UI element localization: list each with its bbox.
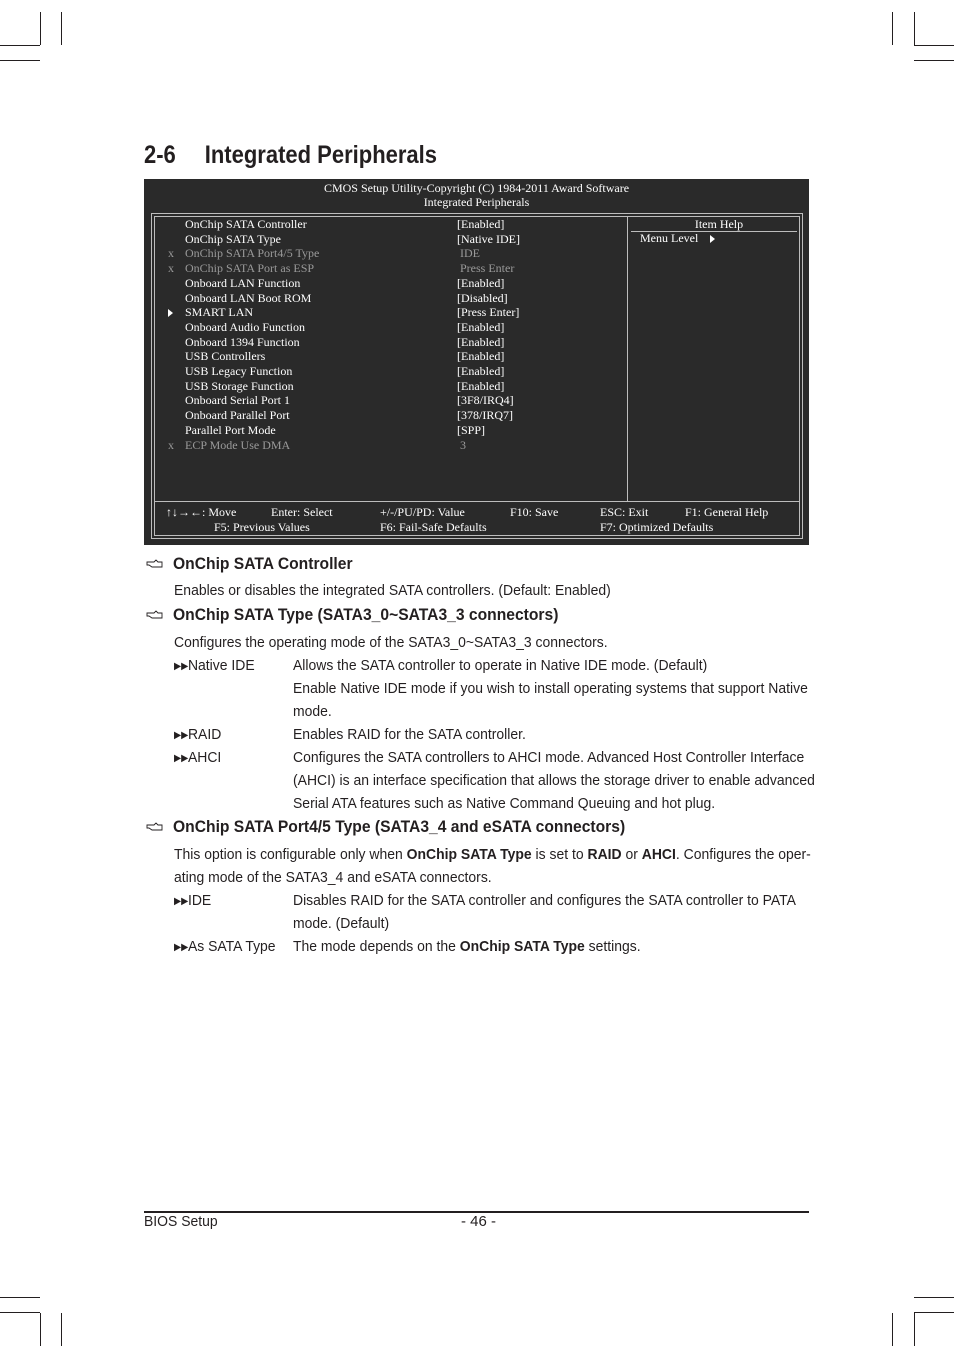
section-number: 2-6 (144, 141, 176, 169)
option-ide (174, 889, 211, 913)
option-name: As SATA Type (187, 938, 276, 955)
disabled-mark: x (168, 437, 174, 452)
crop-mark (892, 12, 893, 45)
menu-level-label: Menu Level (640, 231, 699, 245)
pointing-hand-icon (146, 822, 164, 832)
bios-copyright: CMOS Setup Utility-Copyright (C) 1984-2011 Award Software (323, 181, 630, 195)
key-exit: ESC: Exit (600, 505, 649, 519)
crop-mark (61, 1313, 62, 1346)
option-as-sata-type (174, 935, 276, 959)
key-value: +/-/PU/PD: Value (380, 505, 465, 519)
arrow-right-icon (710, 235, 715, 243)
bios-footer-divider (154, 501, 800, 502)
option-description: Allows the SATA controller to operate in Native IDE mode. (Default) (293, 657, 708, 674)
crop-mark (914, 1313, 915, 1346)
option-ahci (174, 746, 221, 770)
bios-item-label: Onboard LAN Function (185, 275, 301, 290)
option-description: Serial ATA features such as Native Command Queuing and hot plug. (293, 795, 716, 812)
double-arrow-icon: ▶▶ (174, 896, 189, 907)
bios-item-label: OnChip SATA Port as ESP (185, 261, 315, 276)
crop-mark (40, 12, 41, 45)
bios-item-value[interactable]: [3F8/IRQ4] (457, 393, 514, 408)
bios-item-value: IDE (460, 246, 480, 261)
bios-item-value[interactable]: [Disabled] (457, 290, 508, 305)
option-name: Native IDE (187, 657, 255, 674)
crop-mark (0, 1312, 40, 1313)
option-raid (174, 723, 221, 747)
option-description: Enable Native IDE mode if you wish to install operating systems that support Native (293, 680, 808, 697)
submenu-arrow-icon (168, 305, 178, 320)
bios-item-label: OnChip SATA Controller (185, 217, 307, 231)
text-run: settings. (584, 938, 641, 955)
bios-item-value[interactable]: [Enabled] (457, 349, 505, 364)
crop-mark (40, 1313, 41, 1346)
bios-item-label: ECP Mode Use DMA (185, 437, 291, 452)
disabled-mark: x (168, 261, 174, 276)
text-run-bold: OnChip SATA Type (459, 938, 585, 955)
bios-item-label: OnChip SATA Port4/5 Type (185, 246, 320, 261)
key-move: ↑↓→←: Move (166, 505, 237, 519)
option-description: (AHCI) is an interface specification that allows the storage driver to enable advanced (293, 772, 815, 789)
option-description (293, 935, 641, 958)
crop-mark (914, 1312, 954, 1313)
text-run-bold: OnChip SATA Type (406, 846, 532, 863)
bios-item-label: Onboard Audio Function (185, 319, 305, 334)
footer-title: BIOS Setup (144, 1213, 218, 1230)
double-arrow-icon: ▶▶ (174, 753, 189, 764)
crop-mark (914, 45, 954, 46)
page-number: - 46 - (461, 1213, 497, 1230)
text-run: or (621, 846, 642, 863)
bios-screen (144, 179, 809, 545)
option-description: Enables RAID for the SATA controller. (293, 726, 526, 743)
key-optimized-defaults: F7: Optimized Defaults (600, 520, 714, 534)
bios-column-divider (627, 216, 628, 501)
bios-item-value[interactable]: [Enabled] (457, 275, 505, 290)
bios-item-label: Onboard LAN Boot ROM (185, 290, 312, 305)
bios-item-label: Parallel Port Mode (185, 422, 276, 437)
section-title-text: Integrated Peripherals (204, 141, 438, 169)
bios-item-value[interactable]: [Native IDE] (457, 231, 520, 246)
bios-item-value: 3 (460, 437, 466, 452)
crop-mark (914, 1297, 954, 1298)
pointing-hand-icon (146, 610, 164, 620)
crop-mark (892, 1313, 893, 1346)
key-save: F10: Save (510, 505, 559, 519)
bios-item-label: USB Controllers (185, 349, 266, 364)
key-general-help: F1: General Help (685, 505, 769, 519)
bios-item-value[interactable]: [Enabled] (457, 378, 505, 393)
bios-item-value[interactable]: [SPP] (457, 422, 486, 437)
disabled-mark: x (168, 246, 174, 261)
bios-item-label: SMART LAN (185, 305, 254, 320)
crop-mark (0, 1297, 40, 1298)
section-heading-port45-type: OnChip SATA Port4/5 Type (SATA3_4 and eSATA connectors) (173, 817, 626, 836)
menu-level (640, 231, 715, 246)
item-help-title: Item Help (694, 217, 744, 231)
option-name: IDE (187, 892, 212, 909)
double-arrow-icon: ▶▶ (174, 730, 189, 741)
bios-item-label: USB Legacy Function (185, 364, 293, 378)
bios-item-value[interactable]: [378/IRQ7] (457, 408, 513, 423)
crop-mark (0, 45, 40, 46)
sata-controller-description: Enables or disables the integrated SATA controllers. (Default: Enabled) (174, 582, 611, 599)
sata-type-description: Configures the operating mode of the SATA3_0~SATA3_3 connectors. (174, 634, 608, 651)
bios-item-label: USB Storage Function (185, 378, 294, 393)
section-heading-sata-controller: OnChip SATA Controller (173, 554, 353, 573)
bios-item-label: Onboard 1394 Function (185, 334, 300, 349)
option-description: mode. (293, 703, 332, 720)
port45-description-line2: ating mode of the SATA3_4 and eSATA connectors. (174, 869, 492, 886)
port45-description (174, 843, 811, 866)
bios-item-value[interactable]: [Enabled] (457, 319, 505, 334)
crop-mark (914, 60, 954, 61)
arrow-right-icon (168, 309, 173, 317)
bios-item-value[interactable]: [Enabled] (457, 217, 505, 231)
crop-mark (0, 60, 40, 61)
page-title (144, 141, 437, 170)
option-description: mode. (Default) (293, 915, 390, 932)
option-description: Configures the SATA controllers to AHCI mode. Advanced Host Controller Interface (293, 749, 805, 766)
bios-item-value[interactable]: [Enabled] (457, 364, 505, 378)
text-run-bold: AHCI (641, 846, 676, 863)
option-description: Disables RAID for the SATA controller and configures the SATA controller to PATA (293, 892, 796, 909)
option-name: RAID (187, 726, 222, 743)
bios-item-value[interactable]: [Enabled] (457, 334, 505, 349)
bios-item-value[interactable]: [Press Enter] (457, 305, 520, 320)
key-previous-values: F5: Previous Values (214, 520, 310, 534)
text-run: is set to (531, 846, 588, 863)
text-run: The mode depends on the (293, 938, 460, 955)
text-run: . Configures the oper- (675, 846, 811, 863)
bios-item-label: Onboard Serial Port 1 (185, 393, 290, 408)
crop-mark (61, 12, 62, 45)
key-failsafe-defaults: F6: Fail-Safe Defaults (380, 520, 487, 534)
crop-mark (914, 12, 915, 45)
option-native-ide (174, 654, 255, 678)
section-heading-sata-type: OnChip SATA Type (SATA3_0~SATA3_3 connectors) (173, 605, 559, 624)
text-run-bold: RAID (587, 846, 622, 863)
key-select: Enter: Select (271, 505, 333, 519)
double-arrow-icon: ▶▶ (174, 661, 189, 672)
pointing-hand-icon (146, 559, 164, 569)
bios-item-label: Onboard Parallel Port (185, 408, 290, 423)
option-name: AHCI (187, 749, 222, 766)
bios-item-value: Press Enter (460, 261, 515, 276)
bios-menu-title: Integrated Peripherals (423, 195, 530, 209)
text-run: This option is configurable only when (174, 846, 407, 863)
double-arrow-icon: ▶▶ (174, 942, 189, 953)
bios-header (144, 181, 809, 209)
bios-item-label: OnChip SATA Type (185, 231, 281, 246)
